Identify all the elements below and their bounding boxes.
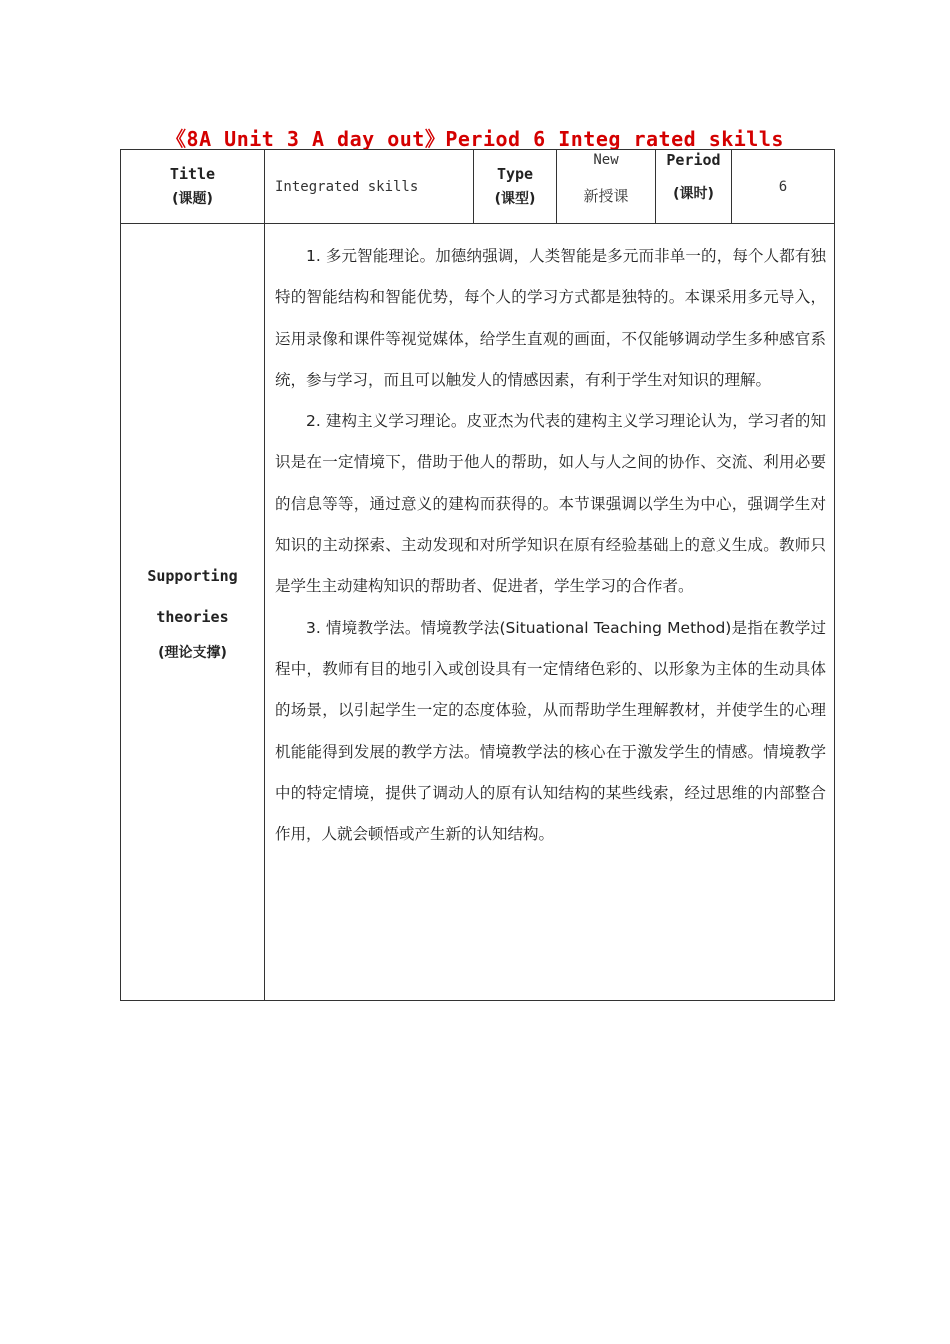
- period-label-cn: (课时): [673, 185, 714, 202]
- support-label-en-1: Supporting: [147, 567, 238, 585]
- period-value: 6: [778, 178, 788, 195]
- theory-paragraph-1: 1. 多元智能理论。加德纳强调，人类智能是多元而非单一的，每个人都有独特的智能结构和智能优势，每个人的学习方式都是独特的。本课采用多元导入，运用录像和课件等视觉媒体，给学生直观的画面，不仅能够调动学生多种感官系统，参与学习，而且可以触发人的情感因素，有利于学生对知识的理解。: [275, 247, 826, 389]
- period-label-en: Period: [666, 150, 721, 169]
- title-label-en: Title: [169, 164, 216, 183]
- type-label-cn: (课型): [494, 190, 536, 207]
- theory-paragraph-2: 2. 建构主义学习理论。皮亚杰为代表的建构主义学习理论认为，学习者的知识是在一定情境下，借助于他人的帮助，如人与人之间的协作、交流、利用必要的信息等等，通过意义的建构而获得的。本节课强调以学生为中心，强调学生对知识的主动探索、主动发现和对所学知识在原有经验基础上的意义生成。教师只是学生主动建构知识的帮助者、促进者，学生学习的合作者。: [275, 412, 826, 596]
- type-label-cell: [474, 150, 557, 224]
- header-row: [121, 150, 835, 224]
- support-label-cell: [121, 224, 265, 1001]
- theories-cell: [265, 224, 835, 1001]
- theories-row: [121, 224, 835, 1001]
- period-value-cell: [732, 150, 835, 224]
- lesson-table: [120, 149, 835, 1001]
- title-value-cell: [265, 150, 474, 224]
- title-label-cell: [121, 150, 265, 224]
- title-label-cn: (课题): [172, 190, 213, 207]
- support-label-en-2: theories: [156, 608, 229, 626]
- type-label-en: Type: [496, 164, 534, 183]
- type-value-cell: [557, 150, 656, 224]
- title-value: Integrated skills: [275, 178, 419, 195]
- type-value-en: New: [593, 152, 619, 168]
- support-label-cn: (理论支撑): [158, 645, 227, 661]
- period-label-cell: [656, 150, 732, 224]
- theory-paragraph-3: 3. 情境教学法。情境教学法(Situational Teaching Method)是指在教学过程中，教师有目的地引入或创设具有一定情绪色彩的、以形象为主体的生动具体的场景，以引起学生一定的态度体验，从而帮助学生理解教材，并使学生的心理机能能得到发展的教学方法。情境教学法的核心在于激发学生的情感。情境教学中的特定情境，提供了调动人的原有认知结构的某些线索，经过思维的内部整合作用，人就会顿悟或产生新的认知结构。: [275, 618, 826, 844]
- document-title: 《8A Unit 3 A day out》Period 6 Integ rated skills: [166, 127, 784, 151]
- type-value-cn: 新授课: [583, 187, 629, 205]
